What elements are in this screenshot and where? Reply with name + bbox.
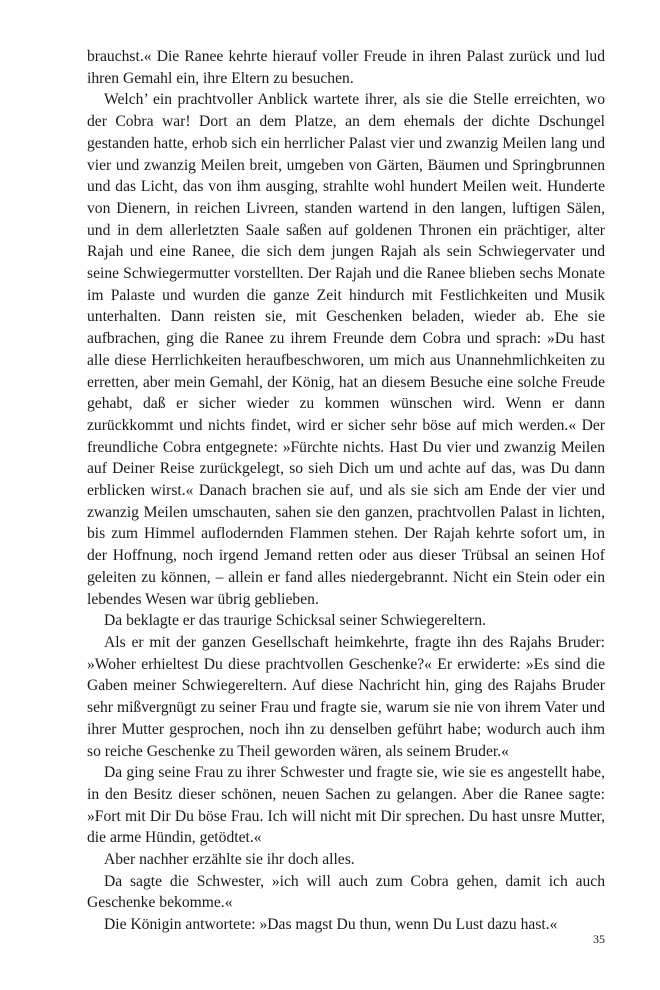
paragraph: Da beklagte er das traurige Schicksal seiner Schwiegereltern. bbox=[104, 612, 486, 630]
paragraph: Da ging seine Frau zu ihrer Schwester und fragte sie, wie sie es angestellt habe, in den Besitz dieser schönen, neuen Sachen zu gelangen. Aber die Ranee sagte: »Fort mit Dir Du böse Frau. Ich will nicht mit Dir sprechen. Du hast unsre Mutter, die arme Hündin, getödtet.« bbox=[87, 764, 605, 847]
paragraph: Die Königin antwortete: »Das magst Du thun, wenn Du Lust dazu hast.« bbox=[104, 916, 558, 934]
paragraph: brauchst.« Die Ranee kehrte hierauf voller Freude in ihren Palast zurück und lud ihren Gemahl ein, ihre Eltern zu besuchen. bbox=[87, 48, 605, 87]
paragraph: Als er mit der ganzen Gesellschaft heimkehrte, fragte ihn des Rajahs Bruder: »Woher erhieltest Du diese prachtvollen Geschenke?« Er erwiderte: »Es sind die Gaben meiner Schwiegereltern. Auf diese Nachricht hin, ging des Rajahs Bruder sehr mißvergnügt zu seiner Frau und fragte sie, warum sie nie von ihrem Vater und ihrer Mutter gesprochen, noch ihn zu denselben geführt habe; wodurch auch ihm so reiche Geschenke zu Theil geworden wären, als seinem Bruder.« bbox=[87, 633, 605, 760]
page-number: 35 bbox=[593, 932, 605, 946]
paragraph: Da sagte die Schwester, »ich will auch zum Cobra gehen, damit ich auch Geschenke bekomme.« bbox=[87, 872, 605, 912]
paragraph: Aber nachher erzählte sie ihr doch alles. bbox=[104, 851, 355, 869]
page-body bbox=[87, 46, 605, 936]
paragraph: Welch’ ein prachtvoller Anblick wartete ihrer, als sie die Stelle erreichten, wo der Cobra war! Dort an dem Platze, an dem ehemals der dichte Dschungel gestanden hatte, erhob sich ein herrlicher Palast vier und zwanzig Meilen lang und vier und zwanzig Meilen breit, umgeben von Gärten, Bäumen und Springbrunnen und das Licht, das von ihm ausging, strahlte wohl hundert Meilen weit. Hunderte von Dienern, in reichen Livreen, standen wartend in den langen, luftigen Sälen, und in dem allerletzten Saale saßen auf goldenen Thronen ein prächtiger, alter Rajah und eine Ranee, die sich dem jungen Rajah als sein Schwiegervater und seine Schwiegermutter vorstellten. Der Rajah und die Ranee blieben sechs Monate im Palaste und wurden die ganze Zeit hindurch mit Festlichkeiten und Musik unterhalten. Dann reisten sie, mit Geschenken beladen, wieder ab. Ehe sie aufbrachen, ging die Ranee zu ihrem Freunde dem Cobra und sprach: »Du hast alle diese Herrlichkeiten heraufbeschworen, um mich aus Unannehmlichkeiten zu erretten, aber mein Gemahl, der König, hat an diesem Besuche eine solche Freude gehabt, daß er sicher wieder zu kommen wünschen wird. Wenn er dann zurückkommt und nichts findet, wird er sicher sehr böse auf mich werden.« Der freundliche Cobra entgegnete: »Fürchte nichts. Hast Du vier und zwanzig Meilen auf Deiner Reise zurückgelegt, so sieh Dich um und achte auf das, was Du dann erblicken wirst.« Danach brachen sie auf, und als sie sich am Ende der vier und zwanzig Meilen umschauten, sahen sie den ganzen, prachtvollen Palast in lichten, bis zum Himmel auflodernden Flammen stehen. Der Rajah kehrte sofort um, in der Hoffnung, noch irgend Jemand retten oder aus dieser Trübsal an seinen Hof geleiten zu können, – allein er fand alles niedergebrannt. Nicht ein Stein oder ein lebendes Wesen war übrig geblieben. bbox=[87, 91, 605, 608]
